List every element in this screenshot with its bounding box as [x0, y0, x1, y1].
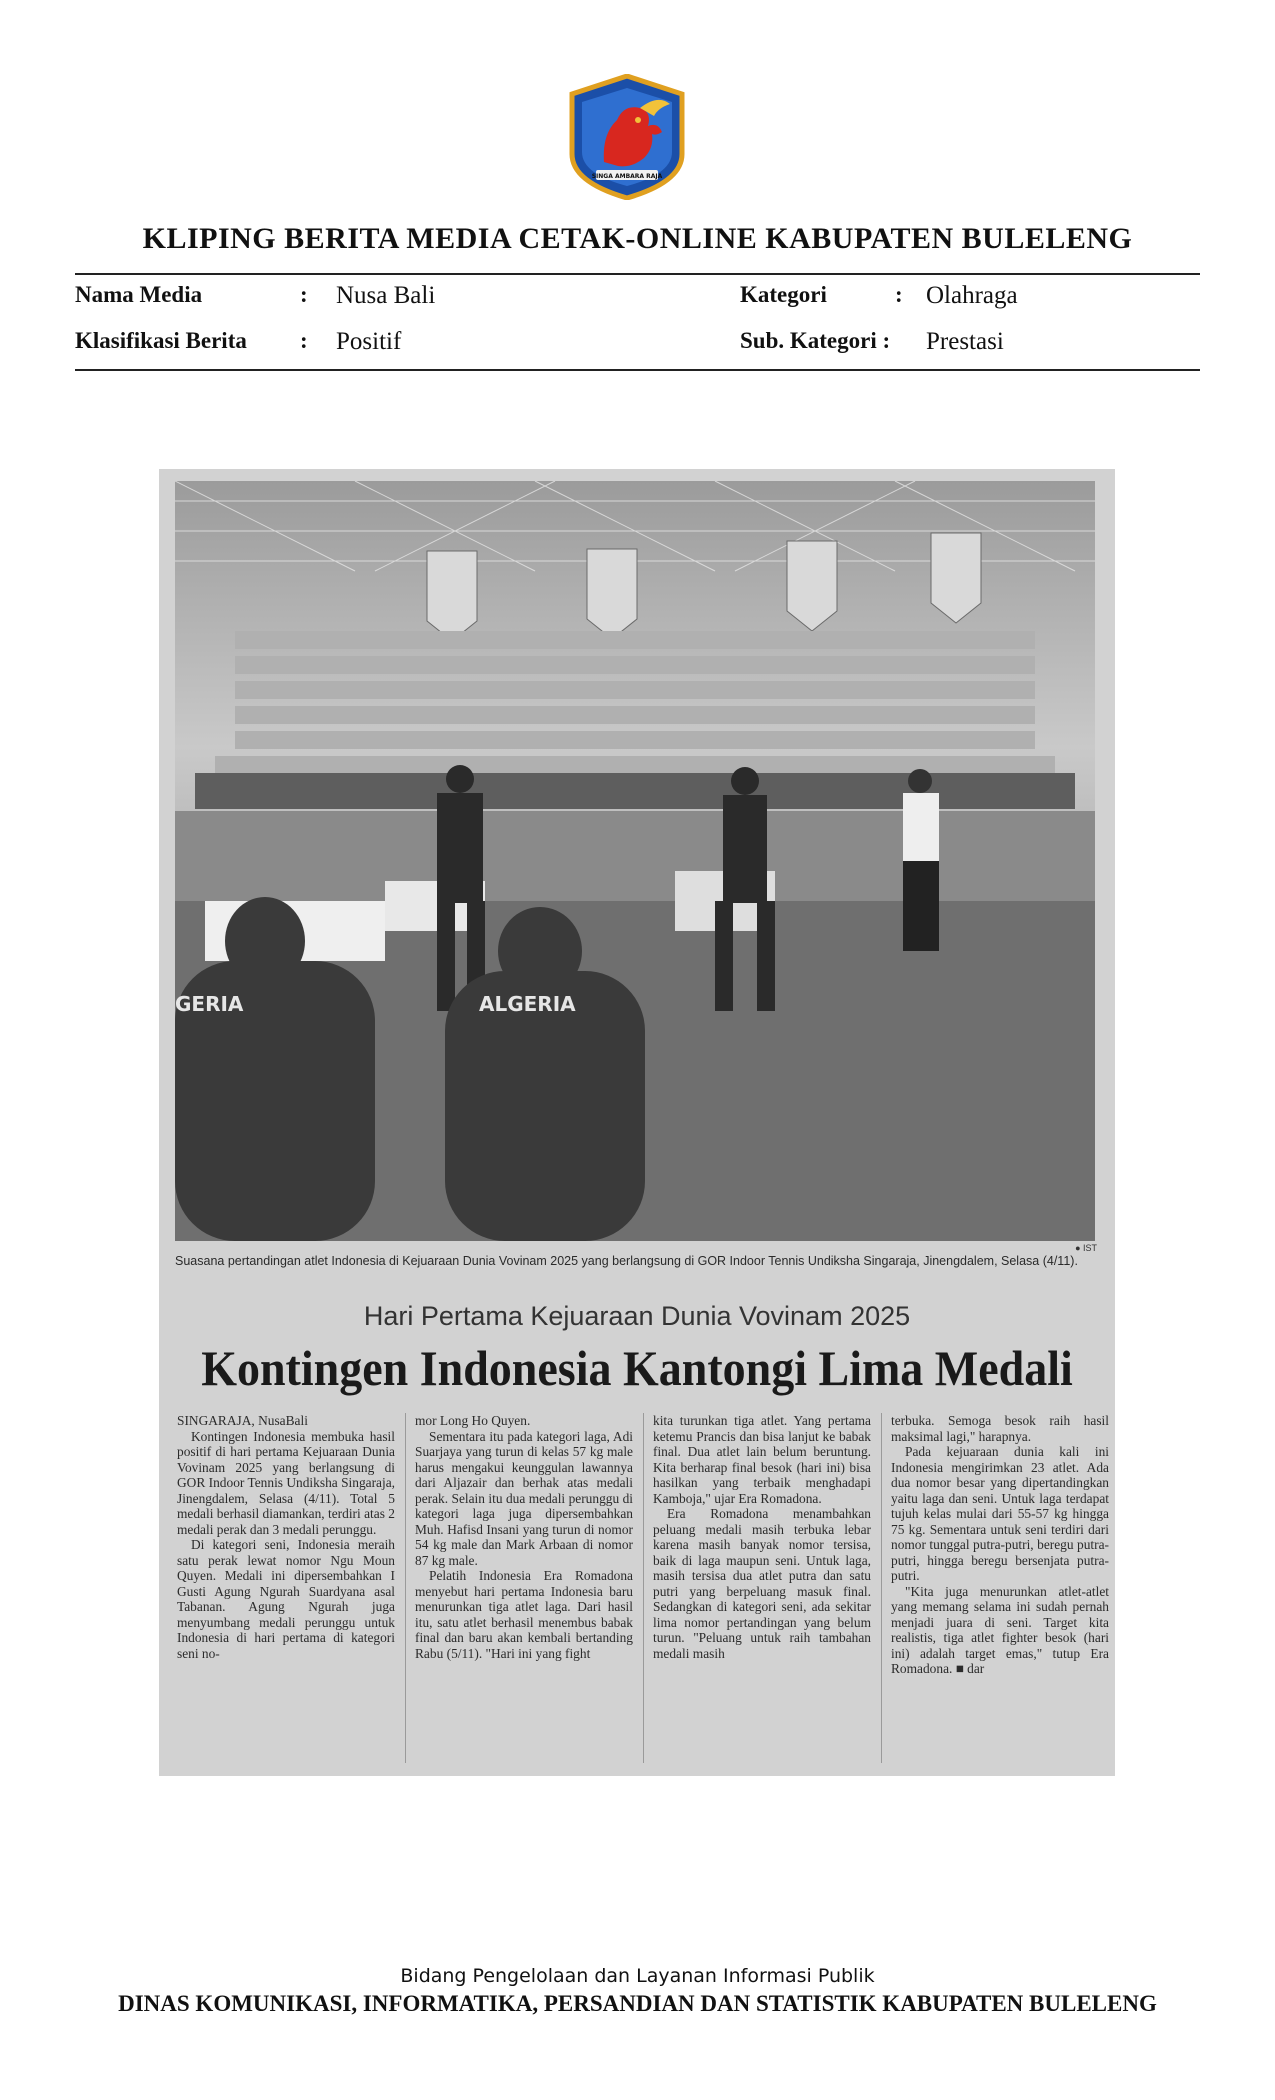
paragraph: mor Long Ho Quyen.: [415, 1413, 531, 1428]
column-divider: [881, 1413, 882, 1763]
column-divider: [405, 1413, 406, 1763]
nama-media-value: Nusa Bali: [336, 282, 436, 309]
meta-divider: [75, 369, 1200, 371]
klasifikasi-label: Klasifikasi Berita: [75, 328, 247, 353]
paragraph: kita turunkan tiga atlet. Yang pertama ketemu Prancis dan bisa lanjut ke babak final. Dua atlet lain belum beruntung. Kita berharap final besok (hari ini) bisa hasilkan yang terbaik menghadapi Kamboja," ujar Era Romadona.: [653, 1413, 871, 1506]
jersey-left-text: GERIA: [175, 992, 244, 1016]
paragraph: Di kategori seni, Indonesia meraih satu perak lewat nomor Ngu Moun Quyen. Medali ini dipersembahkan I Gusti Agung Ngurah Suardyana asal Tabanan. Agung Ngurah juga menyumbang medali perunggu untuk Indonesia di hari pertama di kategori seni no-: [177, 1537, 395, 1661]
article-column-3: [653, 1413, 871, 1661]
logo-motto: SINGA AMBARA RAJA: [591, 173, 663, 180]
column-divider: [643, 1413, 644, 1763]
article-column-4: [891, 1413, 1109, 1677]
article-headline: Kontingen Indonesia Kantongi Lima Medali: [201, 1340, 1073, 1396]
nama-media-label: Nama Media: [75, 282, 203, 307]
newspaper-clipping: [159, 469, 1115, 1776]
nama-media-colon: :: [300, 282, 308, 307]
article-photo: [175, 481, 1095, 1241]
klasifikasi-value: Positif: [336, 328, 402, 355]
paragraph: terbuka. Semoga besok raih hasil maksimal lagi," harapnya.: [891, 1413, 1109, 1444]
sub-kategori-value: Prestasi: [926, 328, 1004, 355]
klasifikasi-colon: :: [300, 328, 308, 353]
paragraph: Era Romadona menambahkan peluang medali masih terbuka lebar karena masih banyak nomor tersisa, baik di laga maupun seni. Untuk laga, masih tersisa dua atlet putra dan satu putri yang berpeluang masuk final. Sedangkan di kategori seni, ada sekitar lima nomor pertandingan yang belum turun. "Peluang untuk raih tambahan medali masih: [653, 1506, 871, 1661]
kategori-label: Kategori: [740, 282, 827, 307]
footer-agency: DINAS KOMUNIKASI, INFORMATIKA, PERSANDIAN DAN STATISTIK KABUPATEN BULELENG: [118, 1991, 1157, 2016]
paragraph: Sementara itu pada kategori laga, Adi Suarjaya yang turun di kelas 57 kg male harus mengakui keunggulan lawannya dari Aljazair dan berhak atas medali perak. Selain itu dua medali perunggu di kategori laga juga dipersembahkan Muh. Hafisd Insani yang turun di nomor 54 kg male dan Mark Arbaan di nomor 87 kg male.: [415, 1428, 633, 1568]
jersey-right-text: ALGERIA: [479, 992, 576, 1016]
paragraph: Pada kejuaraan dunia kali ini Indonesia mengirimkan 23 atlet. Ada dua nomor besar yang dipertandingkan yaitu laga dan seni. Untuk laga terdapat tujuh kelas mulai dari 55-57 kg hingga 75 kg. Sementara untuk seni terdiri dari nomor tunggal putra-putri, beregu putra-putri, hingga beregu bersenjata putra-putri.: [891, 1444, 1109, 1583]
article-column-2: [415, 1413, 633, 1661]
page-title: KLIPING BERITA MEDIA CETAK-ONLINE KABUPATEN BULELENG: [142, 222, 1133, 255]
sub-kategori-label: Sub. Kategori :: [740, 328, 891, 353]
footer-division: Bidang Pengelolaan dan Layanan Informasi Publik: [400, 1965, 875, 1987]
photo-caption: Suasana pertandingan atlet Indonesia di Kejuaraan Dunia Vovinam 2025 yang berlangsung di GOR Indoor Tennis Undiksha Singaraja, Jinengdalem, Selasa (4/11).: [175, 1254, 1078, 1268]
paragraph: Kontingen Indonesia membuka hasil positif di hari pertama Kejuaraan Dunia Vovinam 2025 yang berlangsung di GOR Indoor Tennis Undiksha Singaraja, Jinengdalem, Selasa (4/11). Total 5 medali berhasil diamankan, terdiri atas 2 medali perak dan 3 medali perunggu.: [177, 1428, 395, 1537]
article-kicker: Hari Pertama Kejuaraan Dunia Vovinam 2025: [363, 1301, 911, 1331]
dateline: SINGARAJA, NusaBali: [177, 1413, 308, 1428]
header-divider: [75, 273, 1200, 275]
paragraph: "Kita juga menurunkan atlet-atlet yang memang selama ini sudah pernah menjadi juara di seni. Target kita realistis, tiga atlet fighter besok (hari ini) adalah target emas," tutup Era Romadona. ■ dar: [891, 1583, 1109, 1676]
paragraph: Pelatih Indonesia Era Romadona menyebut hari pertama Indonesia baru menurunkan tiga atlet laga. Dari hasil itu, satu atlet berhasil menembus babak final dan baru akan kembali bertanding Rabu (5/11). "Hari ini yang fight: [415, 1568, 633, 1661]
kategori-value: Olahraga: [926, 282, 1018, 309]
kabupaten-buleleng-logo: [562, 74, 692, 200]
article-column-1: [177, 1413, 395, 1661]
kategori-colon: :: [895, 282, 903, 307]
photo-credit: ● IST: [1075, 1243, 1097, 1253]
